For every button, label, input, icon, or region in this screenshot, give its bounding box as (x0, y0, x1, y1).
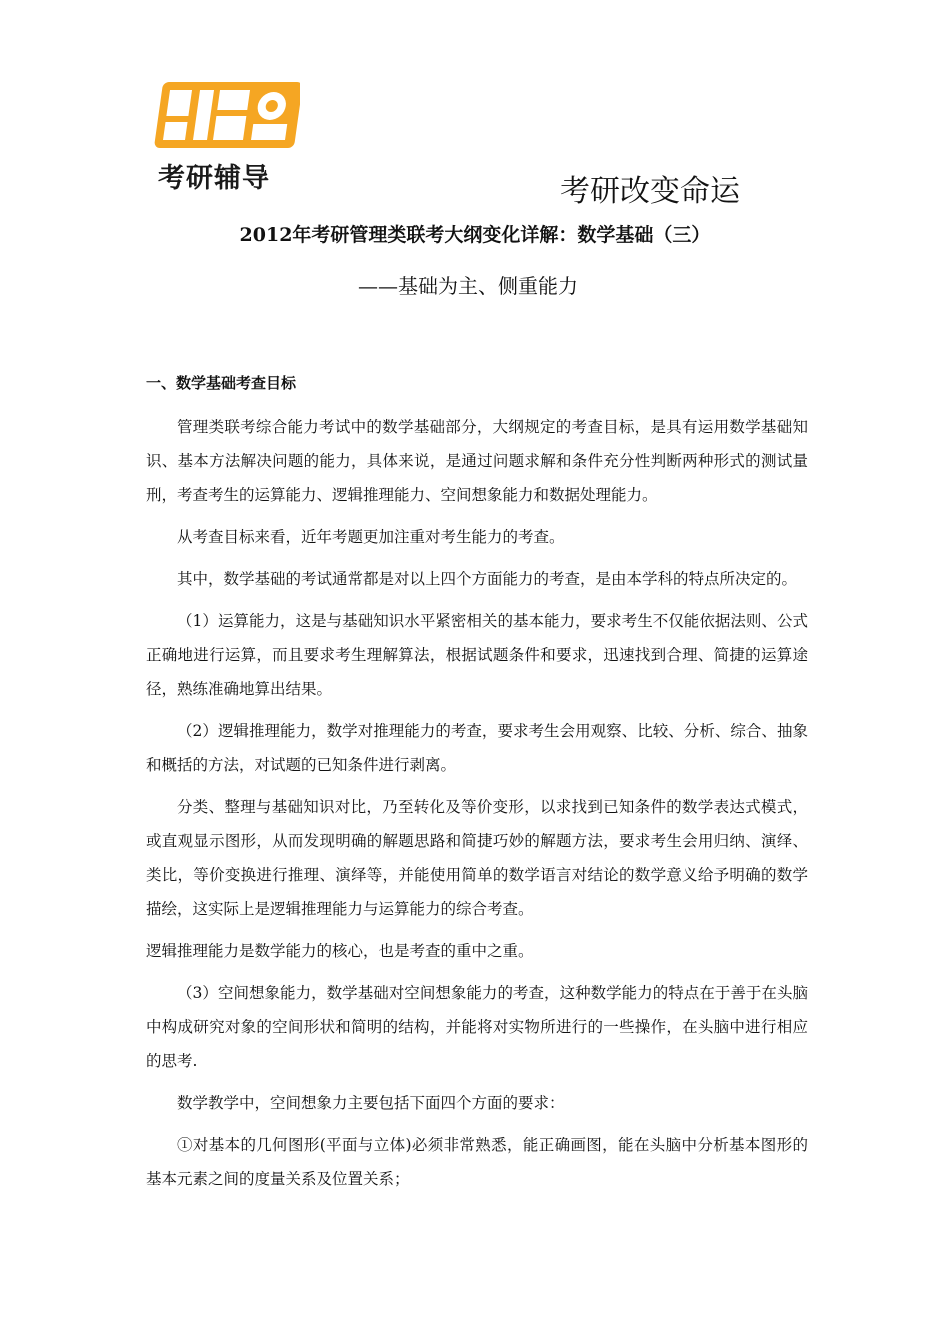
paragraph: （2）逻辑推理能力，数学对推理能力的考查，要求考生会用观察、比较、分析、综合、抽象和概括的方法，对试题的已知条件进行剥离。 (146, 722, 808, 774)
paragraph: 从考查目标来看，近年考题更加注重对考生能力的考查。 (177, 528, 565, 546)
document-title: 2012年考研管理类联考大纲变化详解：数学基础（三） (239, 224, 711, 246)
paragraph: 分类、整理与基础知识对比，乃至转化及等价变形，以求找到已知条件的数学表达式模式，或直观显示图形，从而发现明确的解题思路和简捷巧妙的解题方法，要求考生会用归纳、演绎、类比，等价变换进行推理、演绎等，并能使用简单的数学语言对结论的数学意义给予明确的数学描绘，这实际上是逻辑推理能力与运算能力的综合考查。 (146, 798, 808, 918)
paragraph: （3）空间想象能力，数学基础对空间想象能力的考查，这种数学能力的特点在于善于在头脑中构成研究对象的空间形状和简明的结构，并能将对实物所进行的一些操作，在头脑中进行相应的思考. (146, 984, 808, 1070)
paragraph: 其中，数学基础的考试通常都是对以上四个方面能力的考查，是由本学科的特点所决定的。 (177, 570, 798, 588)
paragraph: ①对基本的几何图形(平面与立体)必须非常熟悉，能正确画图，能在头脑中分析基本图形的基本元素之间的度量关系及位置关系； (146, 1136, 808, 1188)
body-text (146, 410, 808, 1204)
document-subtitle: ——基础为主、侧重能力 (358, 274, 578, 298)
slogan: 考研改变命运 (560, 174, 740, 209)
paragraph: （1）运算能力，这是与基础知识水平紧密相关的基本能力，要求考生不仅能依据法则、公式正确地进行运算，而且要求考生理解算法，根据试题条件和要求，迅速找到合理、简捷的运算途径，熟练准确地算出结果。 (146, 612, 808, 698)
logo-mark-icon (150, 76, 300, 156)
section-heading: 一、数学基础考查目标 (146, 374, 297, 392)
paragraph: 数学教学中，空间想象力主要包括下面四个方面的要求： (177, 1094, 565, 1112)
paragraph: 逻辑推理能力是数学能力的核心，也是考查的重中之重。 (146, 942, 534, 960)
logo-caption: 考研辅导 (158, 163, 270, 194)
paragraph: 管理类联考综合能力考试中的数学基础部分，大纲规定的考查目标，是具有运用数学基础知识、基本方法解决问题的能力，具体来说，是通过问题求解和条件充分性判断两种形式的测试量刑，考查考生的运算能力、逻辑推理能力、空间想象能力和数据处理能力。 (146, 418, 808, 504)
kaicheng-logo (150, 76, 300, 196)
